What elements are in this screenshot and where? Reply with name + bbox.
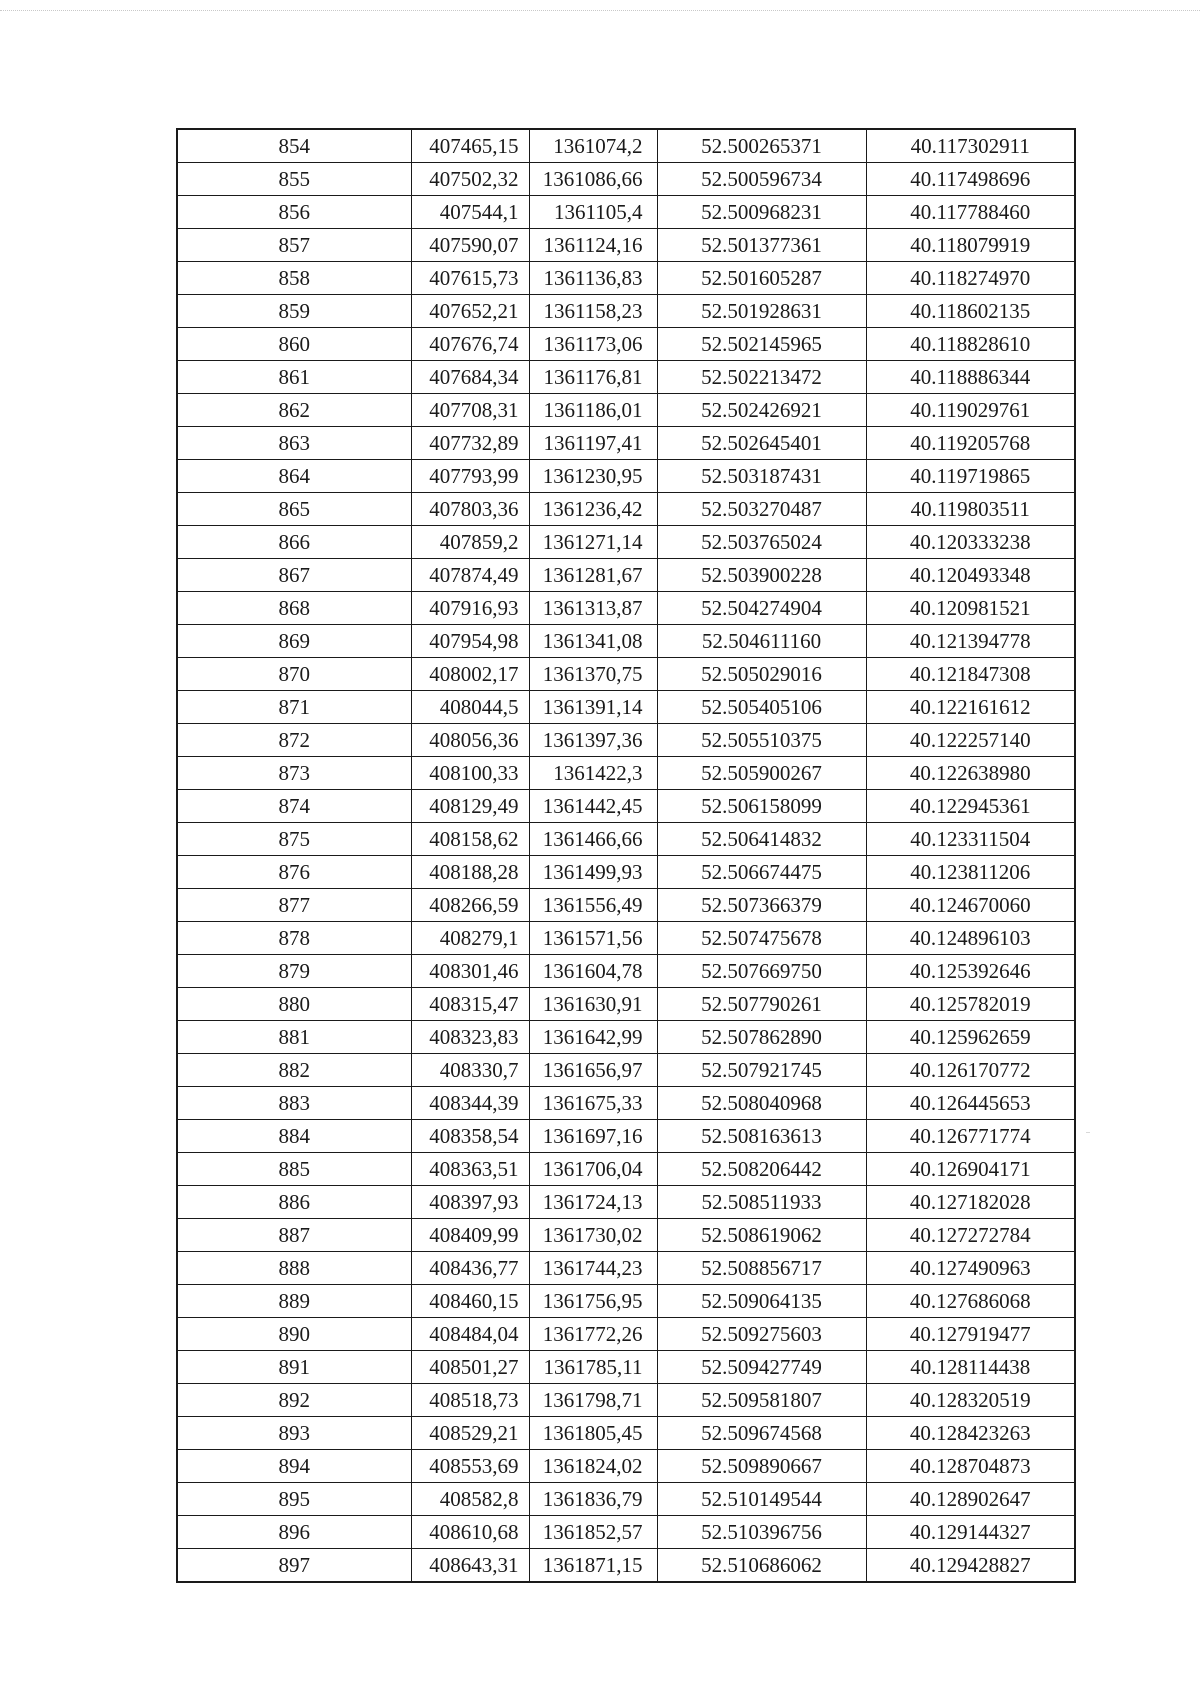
x-coordinate-cell: 407954,98	[411, 625, 529, 658]
longitude-cell: 40.126904171	[866, 1153, 1075, 1186]
point-number-cell: 856	[177, 196, 411, 229]
y-coordinate-cell: 1361772,26	[529, 1318, 657, 1351]
longitude-cell: 40.122161612	[866, 691, 1075, 724]
y-coordinate-cell: 1361197,41	[529, 427, 657, 460]
longitude-cell: 40.120981521	[866, 592, 1075, 625]
table-row	[177, 427, 1075, 460]
point-number-cell: 871	[177, 691, 411, 724]
longitude-cell: 40.128114438	[866, 1351, 1075, 1384]
x-coordinate-cell: 407803,36	[411, 493, 529, 526]
table-row	[177, 724, 1075, 757]
y-coordinate-cell: 1361186,01	[529, 394, 657, 427]
table-row	[177, 1021, 1075, 1054]
longitude-cell: 40.124896103	[866, 922, 1075, 955]
longitude-cell: 40.129144327	[866, 1516, 1075, 1549]
y-coordinate-cell: 1361422,3	[529, 757, 657, 790]
longitude-cell: 40.126771774	[866, 1120, 1075, 1153]
latitude-cell: 52.509427749	[657, 1351, 866, 1384]
latitude-cell: 52.510686062	[657, 1549, 866, 1583]
longitude-cell: 40.120333238	[866, 526, 1075, 559]
table-row	[177, 295, 1075, 328]
point-number-cell: 873	[177, 757, 411, 790]
table-row	[177, 328, 1075, 361]
table-row	[177, 757, 1075, 790]
table-row	[177, 1384, 1075, 1417]
x-coordinate-cell: 408363,51	[411, 1153, 529, 1186]
table-row	[177, 163, 1075, 196]
x-coordinate-cell: 407859,2	[411, 526, 529, 559]
y-coordinate-cell: 1361642,99	[529, 1021, 657, 1054]
table-row	[177, 856, 1075, 889]
x-coordinate-cell: 407684,34	[411, 361, 529, 394]
latitude-cell: 52.508511933	[657, 1186, 866, 1219]
x-coordinate-cell: 407708,31	[411, 394, 529, 427]
latitude-cell: 52.502645401	[657, 427, 866, 460]
longitude-cell: 40.127919477	[866, 1318, 1075, 1351]
latitude-cell: 52.502145965	[657, 328, 866, 361]
table-row	[177, 1153, 1075, 1186]
y-coordinate-cell: 1361499,93	[529, 856, 657, 889]
longitude-cell: 40.125962659	[866, 1021, 1075, 1054]
y-coordinate-cell: 1361124,16	[529, 229, 657, 262]
longitude-cell: 40.124670060	[866, 889, 1075, 922]
latitude-cell: 52.502426921	[657, 394, 866, 427]
y-coordinate-cell: 1361397,36	[529, 724, 657, 757]
point-number-cell: 881	[177, 1021, 411, 1054]
latitude-cell: 52.507366379	[657, 889, 866, 922]
x-coordinate-cell: 408323,83	[411, 1021, 529, 1054]
x-coordinate-cell: 408501,27	[411, 1351, 529, 1384]
point-number-cell: 892	[177, 1384, 411, 1417]
y-coordinate-cell: 1361313,87	[529, 592, 657, 625]
y-coordinate-cell: 1361391,14	[529, 691, 657, 724]
longitude-cell: 40.123311504	[866, 823, 1075, 856]
longitude-cell: 40.127182028	[866, 1186, 1075, 1219]
coordinates-table	[176, 128, 1076, 1583]
x-coordinate-cell: 408315,47	[411, 988, 529, 1021]
x-coordinate-cell: 407652,21	[411, 295, 529, 328]
latitude-cell: 52.508040968	[657, 1087, 866, 1120]
x-coordinate-cell: 407502,32	[411, 163, 529, 196]
x-coordinate-cell: 407916,93	[411, 592, 529, 625]
table-row	[177, 1252, 1075, 1285]
point-number-cell: 888	[177, 1252, 411, 1285]
y-coordinate-cell: 1361852,57	[529, 1516, 657, 1549]
y-coordinate-cell: 1361744,23	[529, 1252, 657, 1285]
latitude-cell: 52.503765024	[657, 526, 866, 559]
table-row	[177, 1483, 1075, 1516]
point-number-cell: 870	[177, 658, 411, 691]
point-number-cell: 859	[177, 295, 411, 328]
latitude-cell: 52.509275603	[657, 1318, 866, 1351]
point-number-cell: 874	[177, 790, 411, 823]
table-row	[177, 790, 1075, 823]
x-coordinate-cell: 407732,89	[411, 427, 529, 460]
table-row	[177, 1417, 1075, 1450]
longitude-cell: 40.121394778	[866, 625, 1075, 658]
y-coordinate-cell: 1361230,95	[529, 460, 657, 493]
y-coordinate-cell: 1361556,49	[529, 889, 657, 922]
y-coordinate-cell: 1361706,04	[529, 1153, 657, 1186]
latitude-cell: 52.509581807	[657, 1384, 866, 1417]
point-number-cell: 893	[177, 1417, 411, 1450]
point-number-cell: 880	[177, 988, 411, 1021]
longitude-cell: 40.126170772	[866, 1054, 1075, 1087]
y-coordinate-cell: 1361697,16	[529, 1120, 657, 1153]
x-coordinate-cell: 408409,99	[411, 1219, 529, 1252]
latitude-cell: 52.509674568	[657, 1417, 866, 1450]
latitude-cell: 52.508163613	[657, 1120, 866, 1153]
table-row	[177, 1120, 1075, 1153]
y-coordinate-cell: 1361730,02	[529, 1219, 657, 1252]
point-number-cell: 875	[177, 823, 411, 856]
table-row	[177, 1285, 1075, 1318]
table-row	[177, 625, 1075, 658]
latitude-cell: 52.510396756	[657, 1516, 866, 1549]
y-coordinate-cell: 1361798,71	[529, 1384, 657, 1417]
latitude-cell: 52.505900267	[657, 757, 866, 790]
y-coordinate-cell: 1361836,79	[529, 1483, 657, 1516]
point-number-cell: 885	[177, 1153, 411, 1186]
table-row	[177, 691, 1075, 724]
table-row	[177, 229, 1075, 262]
longitude-cell: 40.125392646	[866, 955, 1075, 988]
longitude-cell: 40.119205768	[866, 427, 1075, 460]
latitude-cell: 52.507862890	[657, 1021, 866, 1054]
y-coordinate-cell: 1361236,42	[529, 493, 657, 526]
x-coordinate-cell: 407544,1	[411, 196, 529, 229]
table-row	[177, 1351, 1075, 1384]
point-number-cell: 877	[177, 889, 411, 922]
table-row	[177, 493, 1075, 526]
y-coordinate-cell: 1361656,97	[529, 1054, 657, 1087]
latitude-cell: 52.509064135	[657, 1285, 866, 1318]
longitude-cell: 40.122638980	[866, 757, 1075, 790]
longitude-cell: 40.127272784	[866, 1219, 1075, 1252]
latitude-cell: 52.503187431	[657, 460, 866, 493]
longitude-cell: 40.128902647	[866, 1483, 1075, 1516]
table-row	[177, 988, 1075, 1021]
longitude-cell: 40.128423263	[866, 1417, 1075, 1450]
point-number-cell: 866	[177, 526, 411, 559]
x-coordinate-cell: 408436,77	[411, 1252, 529, 1285]
y-coordinate-cell: 1361176,81	[529, 361, 657, 394]
table-row	[177, 1318, 1075, 1351]
x-coordinate-cell: 408129,49	[411, 790, 529, 823]
point-number-cell: 868	[177, 592, 411, 625]
x-coordinate-cell: 407465,15	[411, 129, 529, 163]
latitude-cell: 52.508206442	[657, 1153, 866, 1186]
table-row	[177, 361, 1075, 394]
point-number-cell: 882	[177, 1054, 411, 1087]
y-coordinate-cell: 1361105,4	[529, 196, 657, 229]
point-number-cell: 863	[177, 427, 411, 460]
x-coordinate-cell: 407615,73	[411, 262, 529, 295]
x-coordinate-cell: 408056,36	[411, 724, 529, 757]
latitude-cell: 52.500265371	[657, 129, 866, 163]
y-coordinate-cell: 1361466,66	[529, 823, 657, 856]
y-coordinate-cell: 1361136,83	[529, 262, 657, 295]
y-coordinate-cell: 1361281,67	[529, 559, 657, 592]
table-row	[177, 889, 1075, 922]
x-coordinate-cell: 408301,46	[411, 955, 529, 988]
point-number-cell: 897	[177, 1549, 411, 1583]
x-coordinate-cell: 407676,74	[411, 328, 529, 361]
scan-edge-line	[0, 10, 1200, 11]
x-coordinate-cell: 407590,07	[411, 229, 529, 262]
y-coordinate-cell: 1361604,78	[529, 955, 657, 988]
table-row	[177, 922, 1075, 955]
latitude-cell: 52.502213472	[657, 361, 866, 394]
table-row	[177, 1219, 1075, 1252]
latitude-cell: 52.509890667	[657, 1450, 866, 1483]
point-number-cell: 857	[177, 229, 411, 262]
y-coordinate-cell: 1361785,11	[529, 1351, 657, 1384]
latitude-cell: 52.507790261	[657, 988, 866, 1021]
longitude-cell: 40.119803511	[866, 493, 1075, 526]
latitude-cell: 52.506414832	[657, 823, 866, 856]
point-number-cell: 858	[177, 262, 411, 295]
longitude-cell: 40.125782019	[866, 988, 1075, 1021]
point-number-cell: 879	[177, 955, 411, 988]
longitude-cell: 40.128320519	[866, 1384, 1075, 1417]
point-number-cell: 861	[177, 361, 411, 394]
point-number-cell: 855	[177, 163, 411, 196]
point-number-cell: 895	[177, 1483, 411, 1516]
point-number-cell: 876	[177, 856, 411, 889]
table-row	[177, 526, 1075, 559]
longitude-cell: 40.126445653	[866, 1087, 1075, 1120]
x-coordinate-cell: 408553,69	[411, 1450, 529, 1483]
point-number-cell: 864	[177, 460, 411, 493]
latitude-cell: 52.505510375	[657, 724, 866, 757]
latitude-cell: 52.505405106	[657, 691, 866, 724]
scan-speck	[1086, 1132, 1090, 1133]
x-coordinate-cell: 408266,59	[411, 889, 529, 922]
longitude-cell: 40.118886344	[866, 361, 1075, 394]
latitude-cell: 52.503270487	[657, 493, 866, 526]
longitude-cell: 40.119719865	[866, 460, 1075, 493]
point-number-cell: 869	[177, 625, 411, 658]
latitude-cell: 52.501605287	[657, 262, 866, 295]
longitude-cell: 40.121847308	[866, 658, 1075, 691]
point-number-cell: 896	[177, 1516, 411, 1549]
latitude-cell: 52.506158099	[657, 790, 866, 823]
point-number-cell: 865	[177, 493, 411, 526]
y-coordinate-cell: 1361341,08	[529, 625, 657, 658]
x-coordinate-cell: 408529,21	[411, 1417, 529, 1450]
point-number-cell: 894	[177, 1450, 411, 1483]
x-coordinate-cell: 407874,49	[411, 559, 529, 592]
point-number-cell: 884	[177, 1120, 411, 1153]
table-row	[177, 955, 1075, 988]
y-coordinate-cell: 1361158,23	[529, 295, 657, 328]
latitude-cell: 52.501928631	[657, 295, 866, 328]
longitude-cell: 40.118079919	[866, 229, 1075, 262]
x-coordinate-cell: 408279,1	[411, 922, 529, 955]
table-row	[177, 1549, 1075, 1583]
y-coordinate-cell: 1361173,06	[529, 328, 657, 361]
table-row	[177, 394, 1075, 427]
x-coordinate-cell: 408100,33	[411, 757, 529, 790]
longitude-cell: 40.127490963	[866, 1252, 1075, 1285]
y-coordinate-cell: 1361086,66	[529, 163, 657, 196]
point-number-cell: 889	[177, 1285, 411, 1318]
latitude-cell: 52.510149544	[657, 1483, 866, 1516]
point-number-cell: 891	[177, 1351, 411, 1384]
latitude-cell: 52.507921745	[657, 1054, 866, 1087]
y-coordinate-cell: 1361630,91	[529, 988, 657, 1021]
longitude-cell: 40.119029761	[866, 394, 1075, 427]
latitude-cell: 52.507475678	[657, 922, 866, 955]
latitude-cell: 52.504611160	[657, 625, 866, 658]
point-number-cell: 872	[177, 724, 411, 757]
x-coordinate-cell: 408643,31	[411, 1549, 529, 1583]
table-row	[177, 460, 1075, 493]
table-row	[177, 1054, 1075, 1087]
latitude-cell: 52.507669750	[657, 955, 866, 988]
table-row	[177, 129, 1075, 163]
x-coordinate-cell: 408397,93	[411, 1186, 529, 1219]
point-number-cell: 867	[177, 559, 411, 592]
longitude-cell: 40.122257140	[866, 724, 1075, 757]
longitude-cell: 40.123811206	[866, 856, 1075, 889]
longitude-cell: 40.118602135	[866, 295, 1075, 328]
latitude-cell: 52.508856717	[657, 1252, 866, 1285]
x-coordinate-cell: 408484,04	[411, 1318, 529, 1351]
longitude-cell: 40.122945361	[866, 790, 1075, 823]
point-number-cell: 862	[177, 394, 411, 427]
longitude-cell: 40.129428827	[866, 1549, 1075, 1583]
latitude-cell: 52.505029016	[657, 658, 866, 691]
point-number-cell: 887	[177, 1219, 411, 1252]
table-row	[177, 559, 1075, 592]
table-row	[177, 1186, 1075, 1219]
x-coordinate-cell: 408358,54	[411, 1120, 529, 1153]
table-row	[177, 592, 1075, 625]
x-coordinate-cell: 408188,28	[411, 856, 529, 889]
x-coordinate-cell: 407793,99	[411, 460, 529, 493]
y-coordinate-cell: 1361271,14	[529, 526, 657, 559]
point-number-cell: 854	[177, 129, 411, 163]
y-coordinate-cell: 1361675,33	[529, 1087, 657, 1120]
y-coordinate-cell: 1361871,15	[529, 1549, 657, 1583]
latitude-cell: 52.506674475	[657, 856, 866, 889]
x-coordinate-cell: 408460,15	[411, 1285, 529, 1318]
y-coordinate-cell: 1361370,75	[529, 658, 657, 691]
longitude-cell: 40.118274970	[866, 262, 1075, 295]
x-coordinate-cell: 408582,8	[411, 1483, 529, 1516]
latitude-cell: 52.501377361	[657, 229, 866, 262]
table-row	[177, 1450, 1075, 1483]
table-row	[177, 196, 1075, 229]
longitude-cell: 40.128704873	[866, 1450, 1075, 1483]
latitude-cell: 52.500968231	[657, 196, 866, 229]
latitude-cell: 52.508619062	[657, 1219, 866, 1252]
x-coordinate-cell: 408002,17	[411, 658, 529, 691]
longitude-cell: 40.117302911	[866, 129, 1075, 163]
table-row	[177, 823, 1075, 856]
x-coordinate-cell: 408330,7	[411, 1054, 529, 1087]
point-number-cell: 886	[177, 1186, 411, 1219]
x-coordinate-cell: 408518,73	[411, 1384, 529, 1417]
table-row	[177, 658, 1075, 691]
y-coordinate-cell: 1361074,2	[529, 129, 657, 163]
point-number-cell: 878	[177, 922, 411, 955]
point-number-cell: 860	[177, 328, 411, 361]
latitude-cell: 52.504274904	[657, 592, 866, 625]
y-coordinate-cell: 1361724,13	[529, 1186, 657, 1219]
latitude-cell: 52.503900228	[657, 559, 866, 592]
table-row	[177, 1516, 1075, 1549]
table-row	[177, 1087, 1075, 1120]
latitude-cell: 52.500596734	[657, 163, 866, 196]
x-coordinate-cell: 408044,5	[411, 691, 529, 724]
coordinates-table-body	[177, 129, 1075, 1582]
y-coordinate-cell: 1361805,45	[529, 1417, 657, 1450]
x-coordinate-cell: 408158,62	[411, 823, 529, 856]
longitude-cell: 40.127686068	[866, 1285, 1075, 1318]
longitude-cell: 40.117498696	[866, 163, 1075, 196]
y-coordinate-cell: 1361824,02	[529, 1450, 657, 1483]
y-coordinate-cell: 1361442,45	[529, 790, 657, 823]
longitude-cell: 40.117788460	[866, 196, 1075, 229]
table-row	[177, 262, 1075, 295]
point-number-cell: 883	[177, 1087, 411, 1120]
longitude-cell: 40.120493348	[866, 559, 1075, 592]
point-number-cell: 890	[177, 1318, 411, 1351]
y-coordinate-cell: 1361571,56	[529, 922, 657, 955]
x-coordinate-cell: 408344,39	[411, 1087, 529, 1120]
y-coordinate-cell: 1361756,95	[529, 1285, 657, 1318]
x-coordinate-cell: 408610,68	[411, 1516, 529, 1549]
longitude-cell: 40.118828610	[866, 328, 1075, 361]
